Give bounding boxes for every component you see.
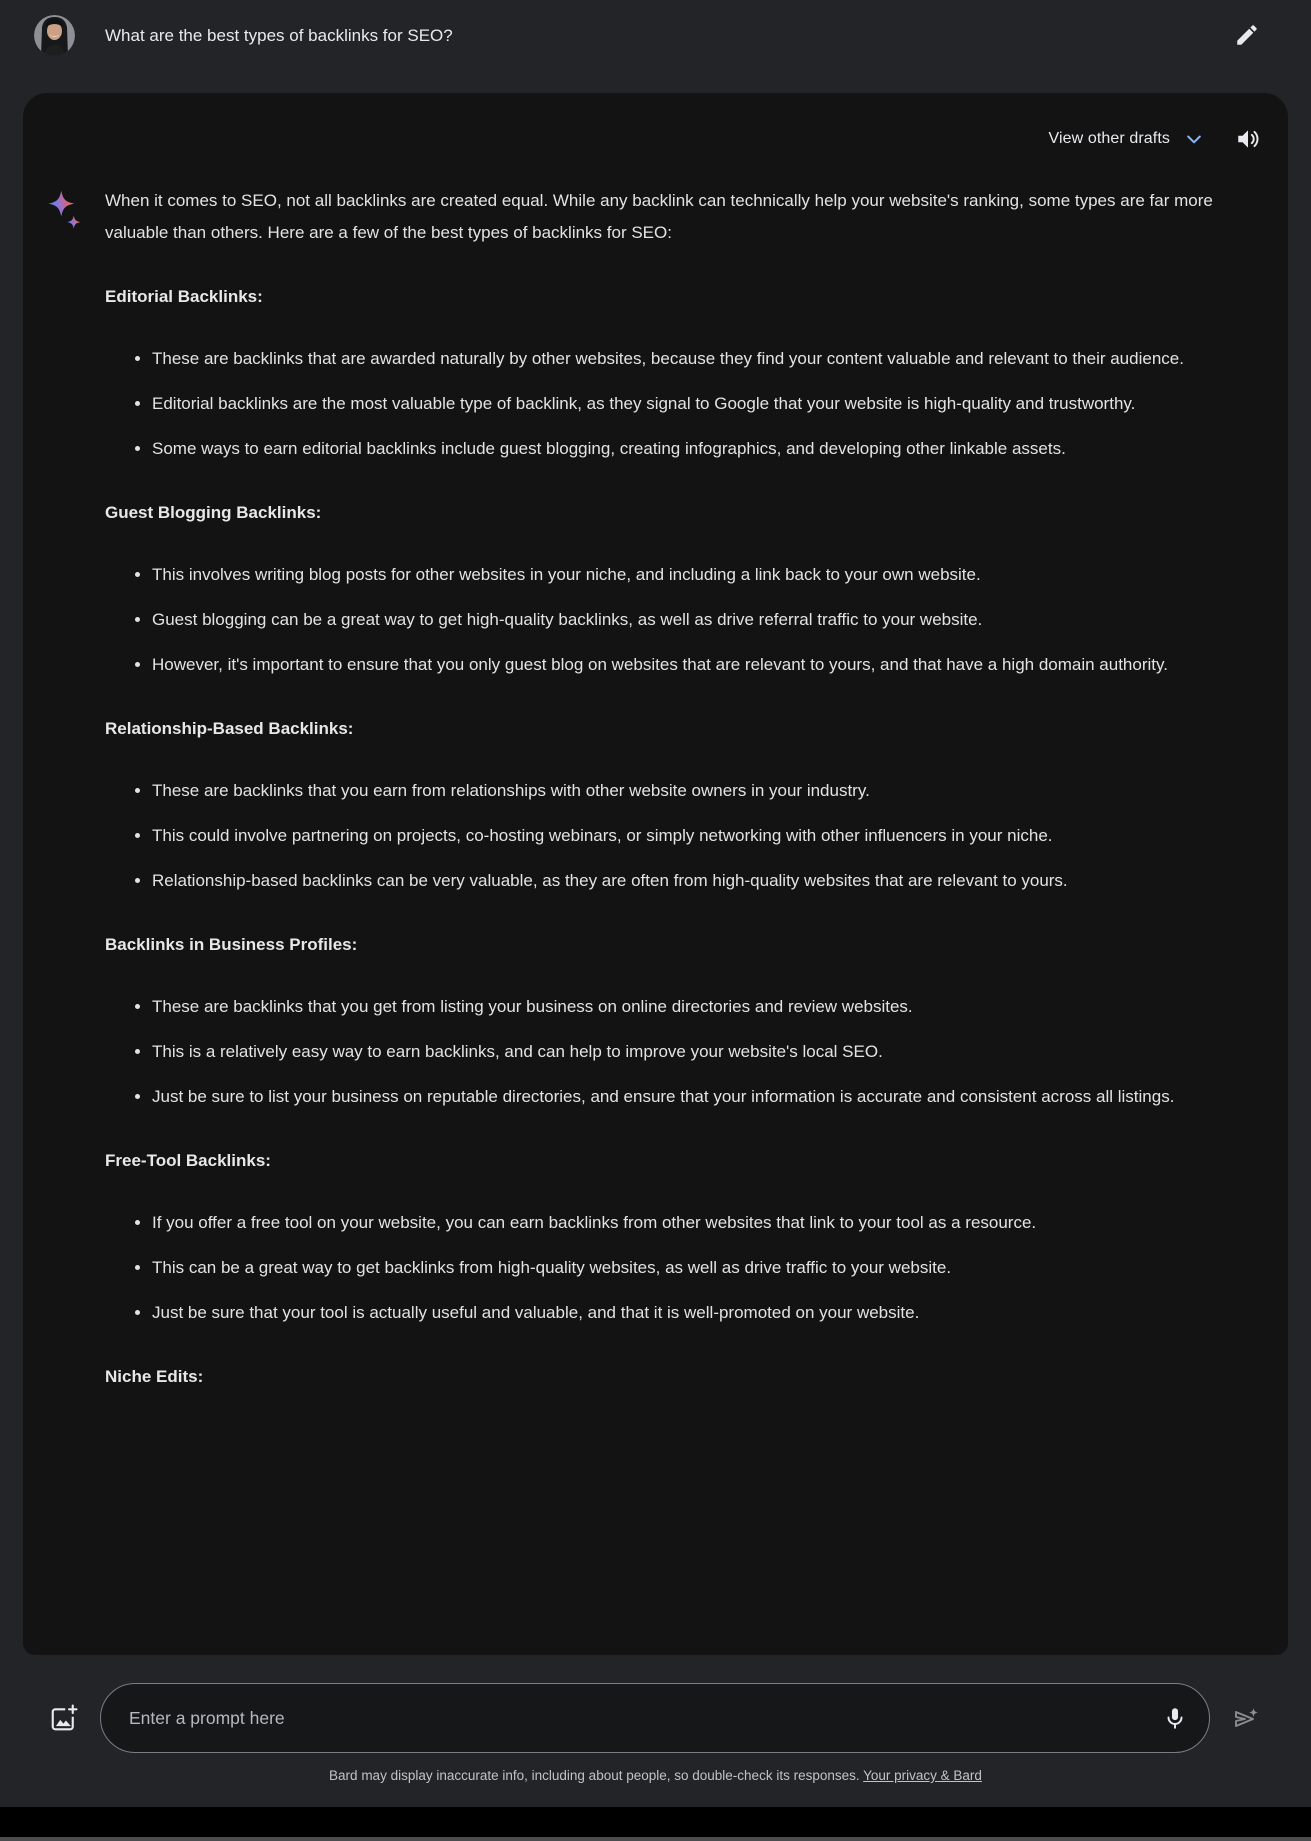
spark-column: [45, 185, 105, 1393]
avatar-image: [34, 15, 75, 56]
bullet-item: • This involves writing blog posts for other websites in your niche, and including a link back to your own website.: [152, 559, 1252, 591]
bullet-item: • Some ways to earn editorial backlinks include guest blogging, creating infographics, and developing other linkable assets.: [152, 433, 1252, 465]
bullet-item: • Relationship-based backlinks can be very valuable, as they are often from high-quality websites that are relevant to yours.: [152, 865, 1252, 897]
user-query-text: What are the best types of backlinks for SEO?: [105, 26, 453, 45]
section-heading: Niche Edits:: [105, 1367, 204, 1386]
response-sections: [105, 281, 1252, 1393]
section-heading: Guest Blogging Backlinks:: [105, 503, 322, 522]
add-image-icon: [49, 1703, 79, 1733]
avatar[interactable]: [34, 15, 75, 56]
section-heading: Editorial Backlinks:: [105, 287, 263, 306]
response-text: [105, 185, 1252, 1393]
mic-button[interactable]: [1155, 1698, 1195, 1738]
microphone-icon: [1162, 1705, 1188, 1731]
prompt-pill: [100, 1683, 1210, 1753]
bullet-item: • This could involve partnering on projects, co-hosting webinars, or simply networking with other influencers in your niche.: [152, 820, 1252, 852]
section-heading: Free-Tool Backlinks:: [105, 1151, 271, 1170]
section-heading: Backlinks in Business Profiles:: [105, 935, 358, 954]
prompt-input[interactable]: [129, 1708, 1155, 1729]
section-heading: Relationship-Based Backlinks:: [105, 719, 354, 738]
response-section: [105, 713, 1252, 897]
send-button[interactable]: [1224, 1698, 1264, 1738]
bullet-item: • If you offer a free tool on your website, you can earn backlinks from other websites that link to your tool as a resource.: [152, 1207, 1252, 1239]
privacy-link[interactable]: Your privacy & Bard: [863, 1768, 982, 1783]
section-bullet-list: [105, 1207, 1252, 1329]
add-image-button[interactable]: [44, 1698, 84, 1738]
pencil-icon: [1234, 22, 1260, 48]
bard-sparkle-icon: [45, 189, 85, 237]
composer: [0, 1683, 1311, 1753]
bullet-item: • Guest blogging can be a great way to get high-quality backlinks, as well as drive referral traffic to your website.: [152, 604, 1252, 636]
bullet-item: • Editorial backlinks are the most valuable type of backlink, as they signal to Google that your website is high-quality and trustworthy.: [152, 388, 1252, 420]
response-intro: When it comes to SEO, not all backlinks are created equal. While any backlink can technically help your website's ranking, some types are far more valuable than others. Here are a few of the best types of backlinks for SEO:: [105, 191, 1213, 242]
disclaimer-text: Bard may display inaccurate info, including about people, so double-check its responses.: [329, 1768, 864, 1783]
section-bullet-list: [105, 991, 1252, 1113]
bottom-black-bar: [0, 1807, 1311, 1837]
user-query-row: [0, 0, 1311, 93]
response-section: [105, 1361, 1252, 1393]
response-content: [23, 161, 1288, 1393]
footer-disclaimer: [0, 1768, 1311, 1783]
bottom-strip: [0, 1837, 1311, 1841]
section-bullet-list: [105, 559, 1252, 681]
response-section: [105, 497, 1252, 681]
send-icon: [1228, 1702, 1260, 1734]
bullet-item: • Just be sure to list your business on reputable directories, and ensure that your information is accurate and consistent across all listings.: [152, 1081, 1252, 1113]
bullet-item: • Just be sure that your tool is actually useful and valuable, and that it is well-promoted on your website.: [152, 1297, 1252, 1329]
response-section: [105, 929, 1252, 1113]
view-other-drafts-button[interactable]: [1049, 129, 1204, 149]
response-card: [23, 93, 1288, 1655]
response-section: [105, 281, 1252, 465]
response-card-header: [23, 93, 1288, 161]
bullet-item: • These are backlinks that you earn from relationships with other website owners in your industry.: [152, 775, 1252, 807]
bullet-item: • This is a relatively easy way to earn backlinks, and can help to improve your website's local SEO.: [152, 1036, 1252, 1068]
section-bullet-list: [105, 343, 1252, 465]
bullet-item: • These are backlinks that are awarded naturally by other websites, because they find your content valuable and relevant to their audience.: [152, 343, 1252, 375]
bullet-item: • However, it's important to ensure that you only guest blog on websites that are relevant to yours, and that have a high domain authority.: [152, 649, 1252, 681]
speaker-button[interactable]: [1228, 119, 1268, 159]
bullet-item: • These are backlinks that you get from listing your business on online directories and review websites.: [152, 991, 1252, 1023]
edit-prompt-button[interactable]: [1227, 15, 1267, 55]
bullet-item: • This can be a great way to get backlinks from high-quality websites, as well as drive traffic to your website.: [152, 1252, 1252, 1284]
section-bullet-list: [105, 775, 1252, 897]
view-other-drafts-label: View other drafts: [1048, 130, 1170, 147]
volume-up-icon: [1235, 126, 1261, 152]
chevron-down-icon: [1184, 129, 1204, 149]
response-section: [105, 1145, 1252, 1329]
